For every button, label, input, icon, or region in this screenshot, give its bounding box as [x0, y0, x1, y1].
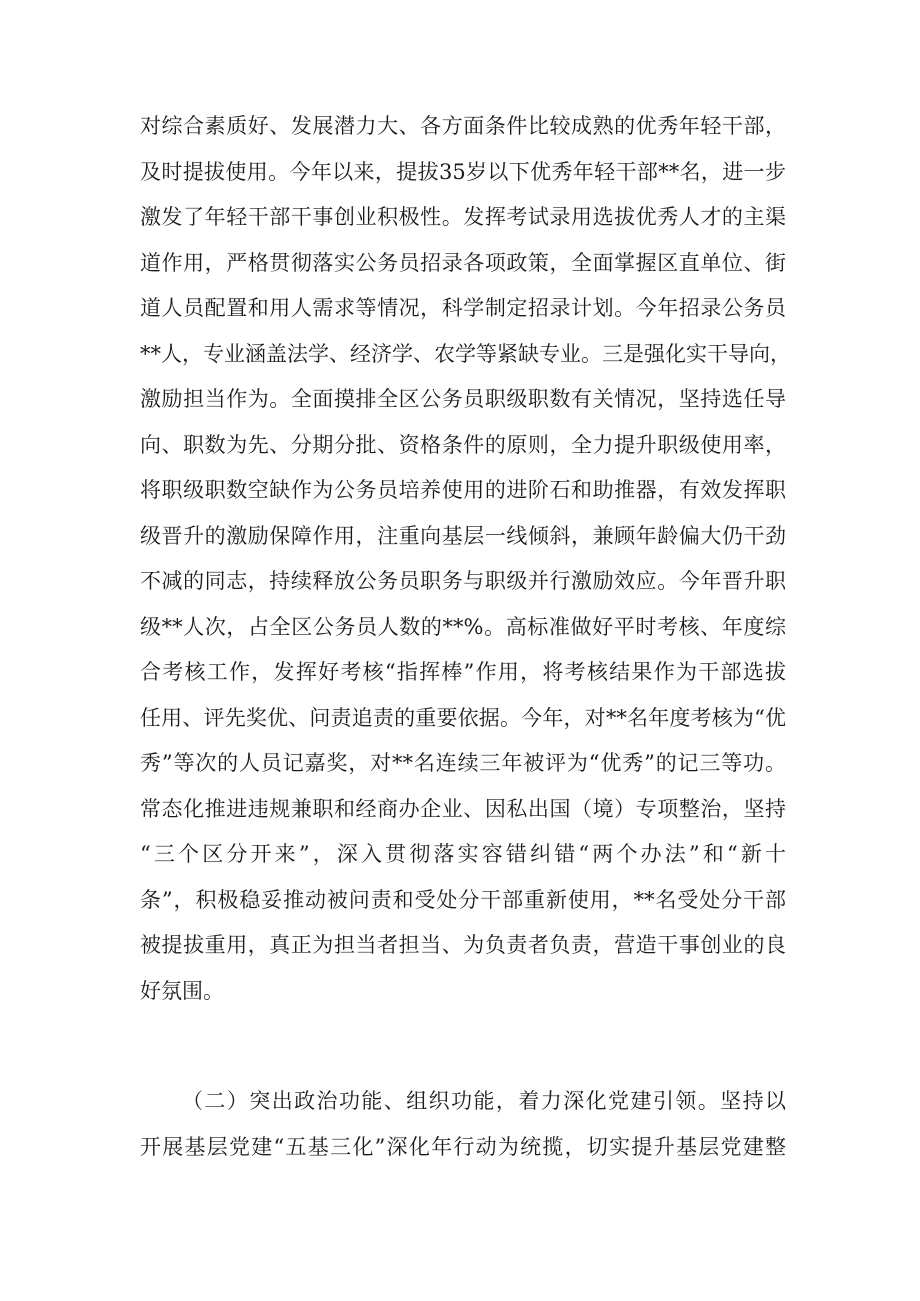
- text-line: 任用、评先奖优、问责追责的重要依据。今年，对**名年度考核为“优: [140, 705, 786, 730]
- paragraph-2: [140, 1079, 786, 1170]
- text-line: 条”，积极稳妥推动被问责和受处分干部重新使用，**名受处分干部: [140, 887, 786, 912]
- text-line: 秀”等次的人员记嘉奖，对**名连续三年被评为“优秀”的记三等功。: [140, 751, 786, 775]
- text-line: 激发了年轻干部干事创业积极性。发挥考试录用选拔优秀人才的主渠: [140, 205, 786, 229]
- paragraph-1: [140, 104, 791, 1014]
- text-line: 被提拔重用，真正为担当者担当、为负责者负责，营造干事创业的良: [140, 933, 786, 957]
- text-line: **人，专业涵盖法学、经济学、农学等紧缺专业。三是强化实干导向，: [140, 341, 791, 366]
- text-line: 开展基层党建“五基三化”深化年行动为统揽，切实提升基层党建整: [140, 1134, 786, 1159]
- text-line: 道人员配置和用人需求等情况，科学制定招录计划。今年招录公务员: [140, 296, 786, 320]
- text-line: 道作用，严格贯彻落实公务员招录各项政策，全面掌握区直单位、街: [140, 250, 786, 275]
- text-line: 将职级职数空缺作为公务员培养使用的进阶石和助推器，有效发挥职: [140, 478, 786, 502]
- text-line: 好氛围。: [140, 978, 224, 1003]
- text-line: 不减的同志，持续释放公务员职务与职级并行激励效应。今年晋升职: [140, 569, 786, 593]
- text-line: 常态化推进违规兼职和经商办企业、因私出国（境）专项整治，坚持: [140, 796, 786, 821]
- text-line: 及时提拔使用。今年以来，提拔35岁以下优秀年轻干部**名，进一步: [140, 159, 786, 184]
- text-line: “三个区分开来”，深入贯彻落实容错纠错“两个办法”和“新十: [140, 842, 786, 866]
- section-heading-line: （二）突出政治功能、组织功能，着力深化党建引领。坚持以: [182, 1089, 786, 1113]
- text-line: 级**人次，占全区公务员人数的**%。高标准做好平时考核、年度综: [140, 614, 786, 639]
- text-line: 向、职数为先、分期分批、资格条件的原则，全力提升职级使用率，: [140, 432, 786, 457]
- text-line: 激励担当作为。全面摸排全区公务员职级职数有关情况，坚持选任导: [140, 387, 786, 411]
- text-line: 对综合素质好、发展潜力大、各方面条件比较成熟的优秀年轻干部，: [140, 114, 786, 138]
- text-line: 合考核工作，发挥好考核“指挥棒”作用，将考核结果作为干部选拔: [140, 660, 786, 684]
- text-line: 级晋升的激励保障作用，注重向基层一线倾斜，兼顾年龄偏大仍干劲: [140, 523, 786, 548]
